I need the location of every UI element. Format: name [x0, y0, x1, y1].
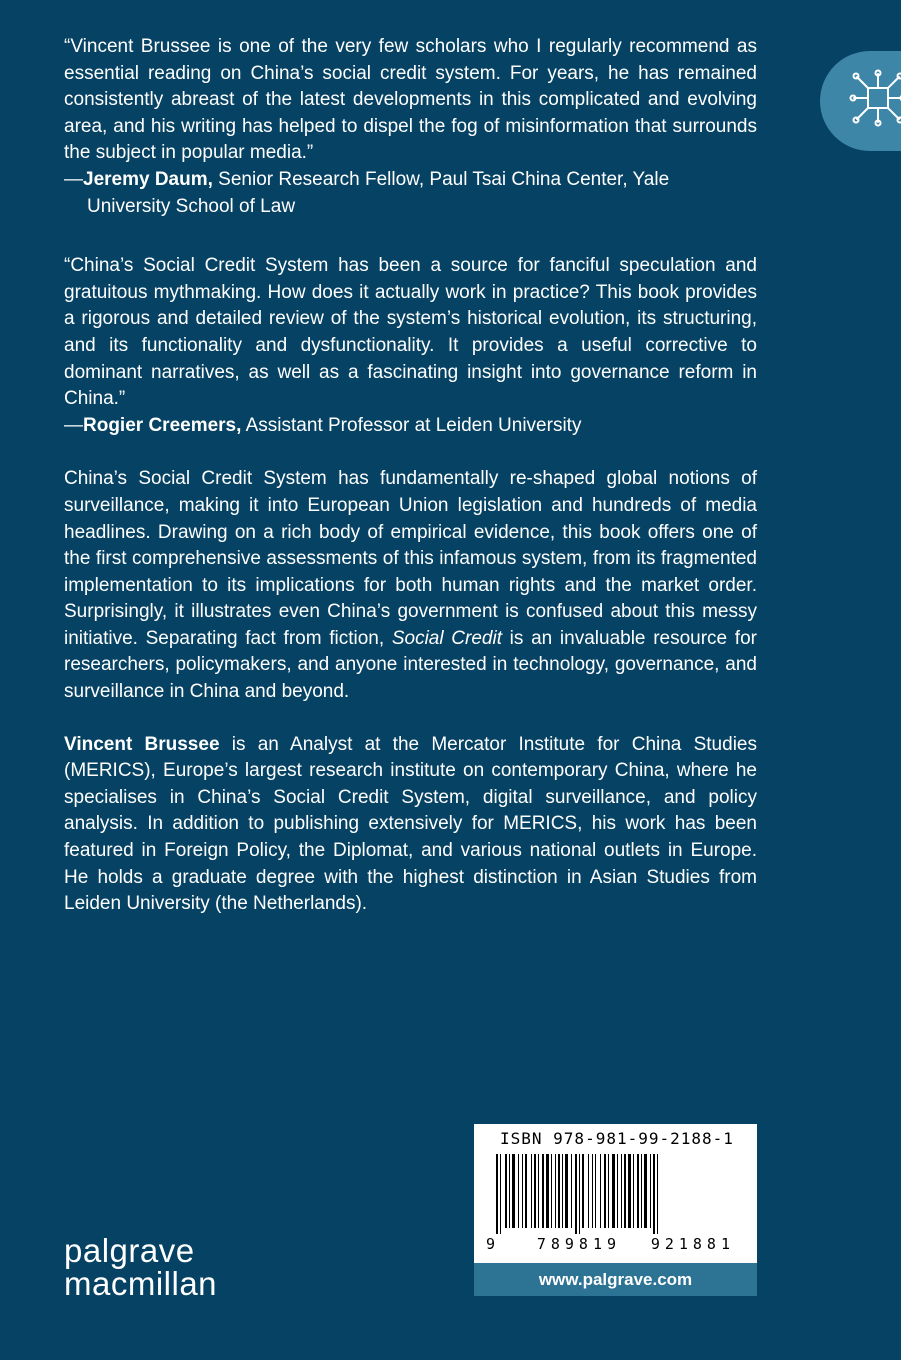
- barcode-bar: [562, 1154, 563, 1228]
- barcode-bar: [534, 1154, 536, 1228]
- barcode-bar: [641, 1154, 642, 1228]
- barcode-bar: [653, 1154, 655, 1234]
- barcode-bar: [628, 1154, 631, 1228]
- barcode-bar: [608, 1154, 609, 1228]
- barcode-bar: [624, 1154, 626, 1228]
- barcode-bar: [546, 1154, 549, 1228]
- barcode-bar: [509, 1154, 510, 1228]
- isbn-label: ISBN 978-981-99-2188-1: [500, 1129, 734, 1148]
- barcode-bar: [538, 1154, 539, 1228]
- quote-1-author: Jeremy Daum,: [83, 168, 213, 190]
- author-bio: Vincent Brussee is an Analyst at the Mercator Institute for China Studies (MERICS), Europe’s largest research institute on contemporary China, where he specialises in China’s Social Credit System, digital surveillance, and policy analysis. In addition to publishing extensively for MERICS, his work has been featured in Foreign Policy, the Diplomat, and various national outlets in Europe. He holds a graduate degree with the highest distinction in Asian Studies from Leiden University (the Netherlands).: [64, 733, 757, 915]
- barcode-digits: [486, 1235, 749, 1253]
- network-node-icon: [848, 68, 901, 128]
- barcode-bar: [600, 1154, 601, 1228]
- quote-1-affiliation: Senior Research Fellow, Paul Tsai China Center, Yale University School of Law: [87, 168, 670, 217]
- isbn-barcode: [474, 1124, 757, 1296]
- barcode-digit-group-left: 789819: [536, 1235, 622, 1253]
- barcode-bar: [637, 1154, 639, 1228]
- book-description: China’s Social Credit System has fundamentally re-shaped global notions of surveillance, making it into European Union legislation and hundreds of media headlines. Drawing on a rich body of empirical evidence, this book offers one of the first comprehensive assessments of this infamous system, from its fragmented implementation to its implications for both human rights and the market order. Surprisingly, it illustrates even China’s government is confused about this messy initiative. Separating fact from fiction, Social Credit is an invaluable resource for researchers, policymakers, and anyone interested in technology, governance, and surveillance in China and beyond.: [64, 468, 757, 703]
- barcode-bars: [488, 1154, 746, 1234]
- barcode-bar: [612, 1154, 615, 1228]
- publisher-logo-line1: palgrave: [64, 1232, 195, 1269]
- quote-2-author: Rogier Creemers,: [83, 414, 242, 436]
- author-name: Vincent Brussee: [64, 733, 220, 755]
- barcode-bar: [575, 1154, 577, 1234]
- barcode-bar: [617, 1154, 618, 1228]
- barcode-bar: [588, 1154, 589, 1228]
- barcode-bar: [505, 1154, 507, 1228]
- barcode-bar: [551, 1154, 552, 1228]
- publisher-url: www.palgrave.com: [474, 1263, 757, 1296]
- barcode-bar: [555, 1154, 556, 1228]
- barcode-digit-lead: 9: [486, 1235, 496, 1253]
- barcode-bar: [531, 1154, 532, 1228]
- barcode-bar: [633, 1154, 634, 1228]
- barcode-bar: [542, 1154, 544, 1228]
- barcode-bar: [621, 1154, 622, 1228]
- back-cover-text: [64, 34, 757, 918]
- barcode-bar: [579, 1154, 580, 1234]
- barcode-bar: [657, 1154, 658, 1234]
- barcode-bar: [604, 1154, 606, 1228]
- barcode-bar: [650, 1154, 651, 1228]
- publisher-logo-line2: macmillan: [64, 1265, 218, 1302]
- barcode-bar: [565, 1154, 568, 1228]
- quote-2-text: “China’s Social Credit System has been a source for fanciful speculation and gratuitous mythmaking. How does it actually work in practice? This book provides a rigorous and detailed review of the system’s historical evolution, its structuring, and its functionality and dysfunctionality. It provides a useful corrective to dominant narratives, as well as a fascinating insight into governance reform in China.”: [64, 255, 757, 410]
- barcode-bar: [522, 1154, 523, 1228]
- barcode-bar: [644, 1154, 647, 1228]
- barcode-bar: [512, 1154, 515, 1228]
- quote-2-attribution: [64, 413, 757, 440]
- barcode-bar: [592, 1154, 593, 1228]
- book-title-italic: Social Credit: [391, 627, 502, 649]
- quote-2-affiliation: Assistant Professor at Leiden University: [241, 414, 582, 436]
- barcode-bar: [518, 1154, 519, 1228]
- quote-1-attribution: [64, 167, 757, 220]
- barcode-bar: [595, 1154, 596, 1228]
- quote-1-text: “Vincent Brussee is one of the very few scholars who I regularly recommend as essential reading on China’s social credit system. For years, he has remained consistently abreast of the latest developments in this complicated and evolving area, and his writing has helped to dispel the fog of misinformation that surrounds the subject in popular media.”: [64, 36, 757, 164]
- series-badge: [820, 51, 901, 151]
- publisher-logo: [64, 1234, 217, 1300]
- barcode-bar: [582, 1154, 584, 1228]
- quote-2-dash: —: [64, 414, 83, 436]
- barcode-digit-group-right: 921881: [650, 1235, 735, 1253]
- barcode-bar: [500, 1154, 501, 1234]
- barcode-bar: [496, 1154, 498, 1234]
- quote-1-dash: —: [64, 168, 83, 190]
- barcode-bar: [525, 1154, 527, 1228]
- barcode-bar: [571, 1154, 572, 1228]
- barcode-bar: [558, 1154, 560, 1228]
